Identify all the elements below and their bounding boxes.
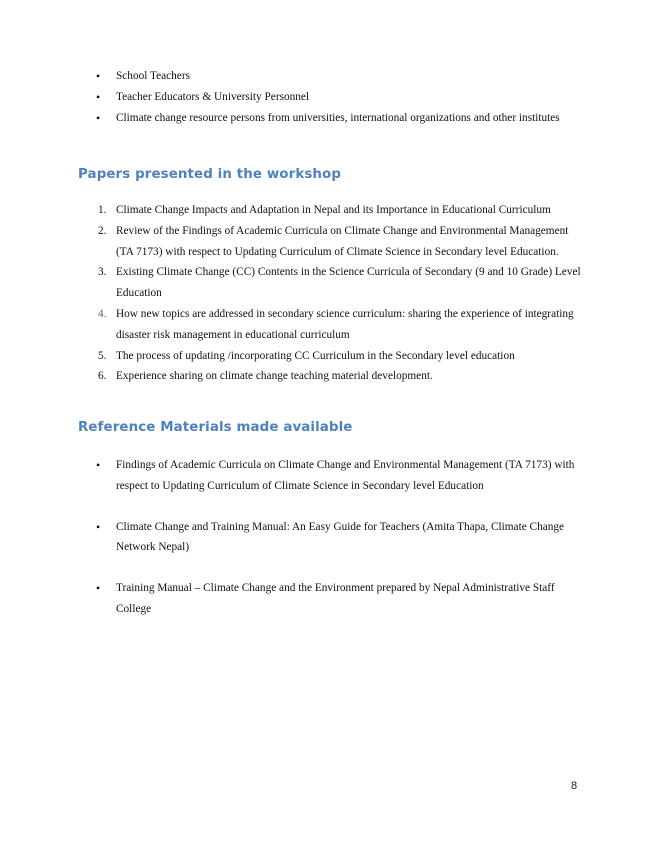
list-item: 4. How new topics are addressed in secondary science curriculum: sharing the experience of integrating disaster risk management in educational curriculum	[98, 307, 574, 341]
list-item: • Teacher Educators & University Personnel	[0, 87, 586, 108]
list-item: • Climate change resource persons from universities, international organizations and other institutes	[0, 108, 586, 129]
list-item: • Findings of Academic Curricula on Climate Change and Environmental Management (TA 7173) with respect to Updating Curriculum of Climate Science in Secondary level Education	[0, 455, 586, 497]
list-item: • Climate Change and Training Manual: An Easy Guide for Teachers (Amita Thapa, Climate Change Network Nepal)	[0, 517, 586, 559]
reference-list	[0, 455, 586, 620]
papers-heading: Papers presented in the workshop	[78, 167, 342, 182]
bullet-icon: •	[96, 69, 101, 83]
bullet-icon: •	[96, 581, 101, 596]
papers-list	[0, 200, 586, 387]
list-item: • Training Manual – Climate Change and the Environment prepared by Nepal Administrative Staff College	[0, 578, 586, 620]
list-item: 6. Experience sharing on climate change teaching material development.	[98, 370, 433, 383]
list-item: 3. Existing Climate Change (CC) Contents in the Science Curricula of Secondary (9 and 10 Grade) Level Education	[98, 266, 581, 300]
bullet-icon: •	[96, 458, 101, 472]
list-item: 1. Climate Change Impacts and Adaptation in Nepal and its Importance in Educational Curriculum	[98, 204, 551, 216]
list-item: 5. The process of updating /incorporating CC Curriculum in the Secondary level education	[98, 349, 515, 362]
reference-heading: Reference Materials made available	[78, 420, 353, 435]
bullet-icon: •	[96, 89, 101, 104]
list-item: 2. Review of the Findings of Academic Curricula on Climate Change and Environmental Management (TA 7173) with respect to Updating Curriculum of Climate Science in Secondary level Education.	[98, 224, 569, 258]
page-number: 8	[571, 780, 578, 792]
bullet-icon: •	[96, 110, 101, 125]
list-item: • School Teachers	[0, 66, 586, 87]
bullet-icon: •	[96, 519, 101, 534]
audience-list	[0, 66, 586, 128]
